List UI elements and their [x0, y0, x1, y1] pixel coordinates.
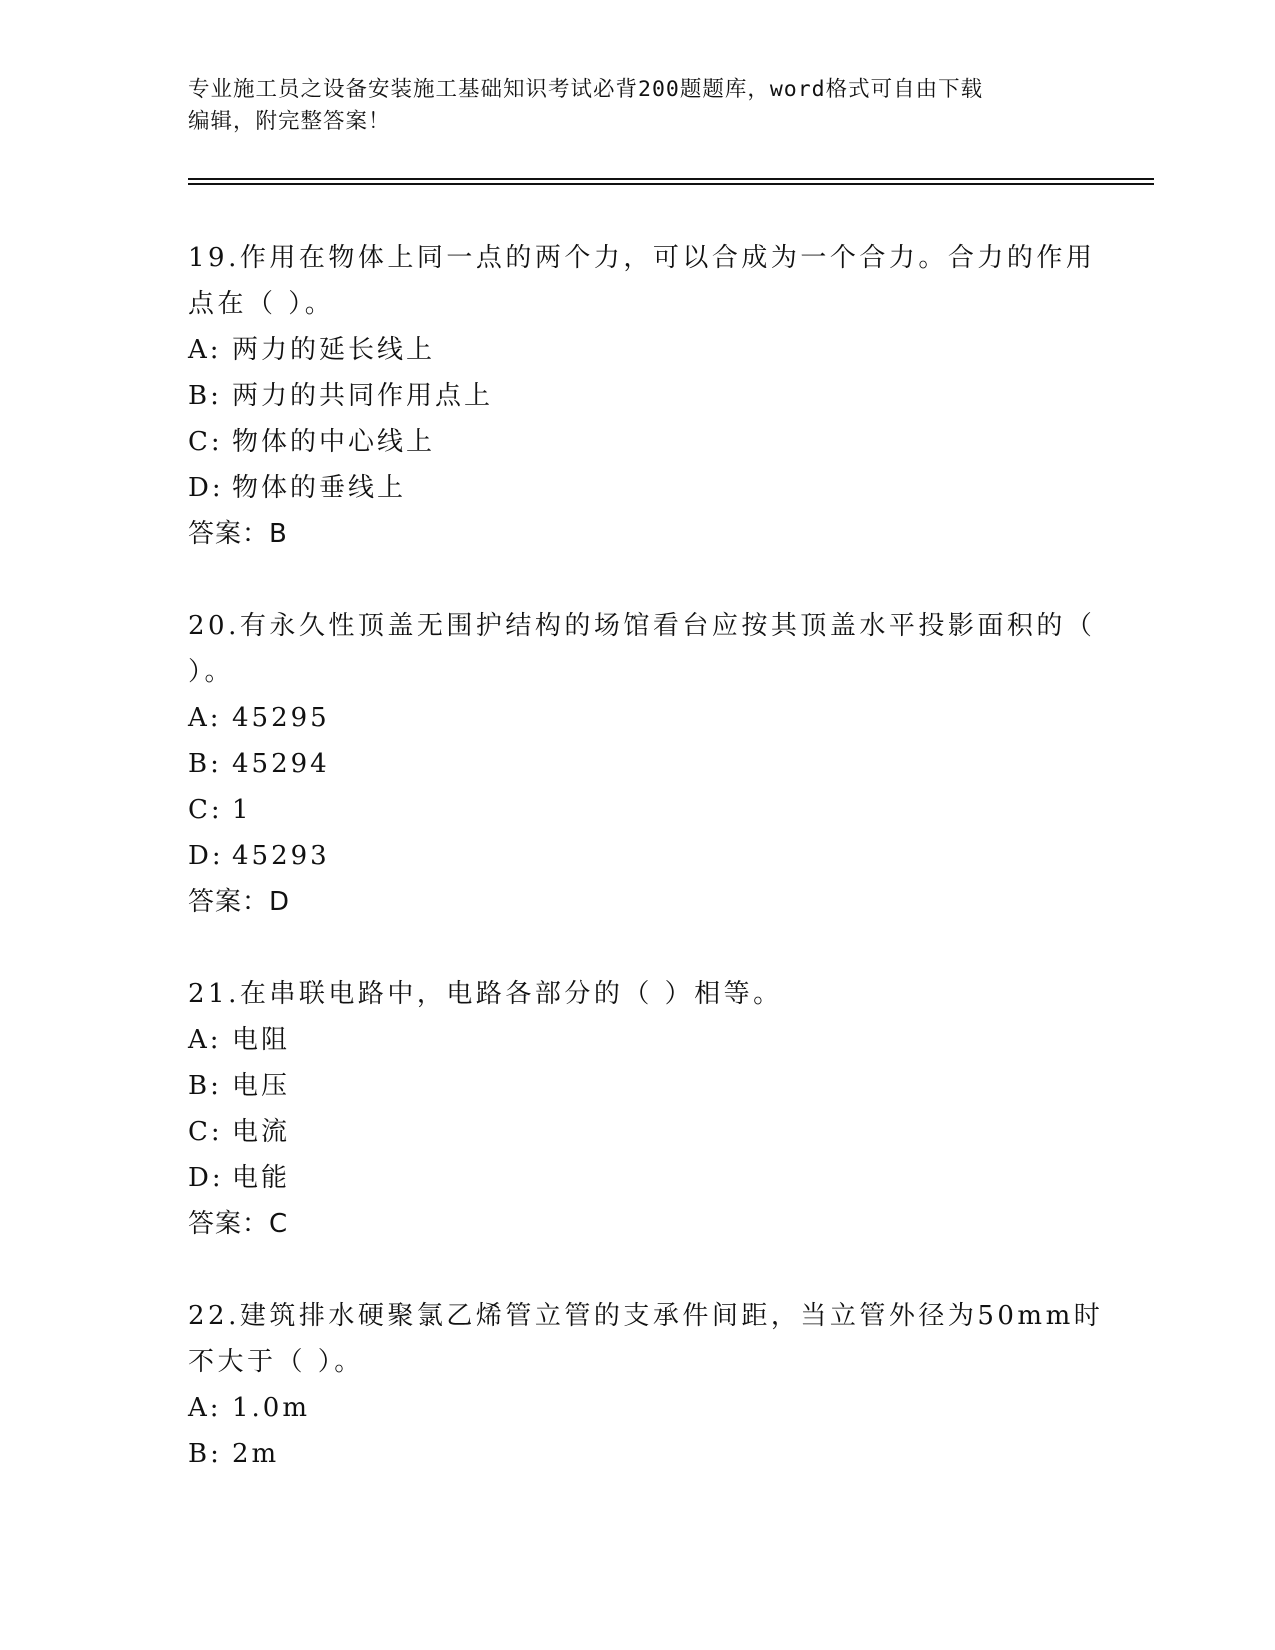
option-text: 电压: [232, 1071, 291, 1101]
option-text: 45294: [232, 749, 330, 779]
question-text-line: 不大于（ ）。: [188, 1347, 364, 1377]
option-d: [188, 465, 1088, 511]
option-key: A:: [188, 335, 222, 365]
question-20: [188, 603, 1096, 925]
header-title-line-2: 编辑，附完整答案！: [188, 109, 391, 134]
question-text-line: 21.在串联电路中，电路各部分的（ ）相等。: [188, 979, 783, 1009]
option-text: 45293: [232, 841, 330, 871]
option-a: [188, 1017, 1088, 1063]
option-key: D:: [188, 841, 224, 871]
option-text: 两力的共同作用点上: [232, 381, 494, 411]
question-19: [188, 235, 1096, 557]
option-a: [188, 695, 1088, 741]
header-divider-top: [188, 178, 1154, 180]
question-list: [188, 235, 1104, 1523]
option-d: [188, 1155, 1088, 1201]
option-b: [188, 1063, 1088, 1109]
option-text: 电流: [232, 1117, 291, 1147]
question-text-line: ）。: [188, 657, 235, 687]
option-key: B:: [188, 1439, 222, 1469]
option-key: B:: [188, 381, 222, 411]
question-text-line: 22.建筑排水硬聚氯乙烯管立管的支承件间距，当立管外径为50mm时: [188, 1301, 1104, 1331]
option-b: [188, 373, 1088, 419]
option-a: [188, 1385, 1088, 1431]
option-key: C:: [188, 795, 223, 825]
option-text: 45295: [232, 703, 330, 733]
option-key: C:: [188, 427, 223, 457]
option-key: D:: [188, 1163, 224, 1193]
option-key: A:: [188, 1025, 222, 1055]
option-text: 两力的延长线上: [232, 335, 436, 365]
header-title-line-1: 专业施工员之设备安装施工基础知识考试必背200题题库，word格式可自由下载: [188, 77, 984, 102]
option-text: 物体的中心线上: [232, 427, 436, 457]
option-text: 物体的垂线上: [232, 473, 407, 503]
option-text: 1.0m: [232, 1393, 311, 1423]
document-header: [188, 74, 1068, 138]
header-divider-bottom: [188, 183, 1154, 185]
option-a: [188, 327, 1088, 373]
option-c: [188, 787, 1088, 833]
question-text-line: 点在（ ）。: [188, 289, 335, 319]
question-21: [188, 971, 1088, 1247]
option-key: B:: [188, 1071, 222, 1101]
answer-label: 答案：B: [188, 519, 288, 549]
option-key: D:: [188, 473, 224, 503]
option-d: [188, 833, 1088, 879]
option-key: A:: [188, 1393, 222, 1423]
option-key: A:: [188, 703, 222, 733]
option-c: [188, 1109, 1088, 1155]
option-text: 电能: [232, 1163, 291, 1193]
option-key: B:: [188, 749, 222, 779]
option-text: 电阻: [232, 1025, 291, 1055]
question-text-line: 19.作用在物体上同一点的两个力，可以合成为一个合力。合力的作用: [188, 243, 1096, 273]
option-text: 1: [232, 795, 252, 825]
option-c: [188, 419, 1088, 465]
answer-label: 答案：D: [188, 887, 291, 917]
option-b: [188, 741, 1088, 787]
option-text: 2m: [232, 1439, 280, 1469]
option-key: C:: [188, 1117, 223, 1147]
option-b: [188, 1431, 1088, 1477]
question-text-line: 20.有永久性顶盖无围护结构的场馆看台应按其顶盖水平投影面积的（: [188, 611, 1096, 641]
question-22: [188, 1293, 1104, 1477]
answer-label: 答案：C: [188, 1209, 289, 1239]
